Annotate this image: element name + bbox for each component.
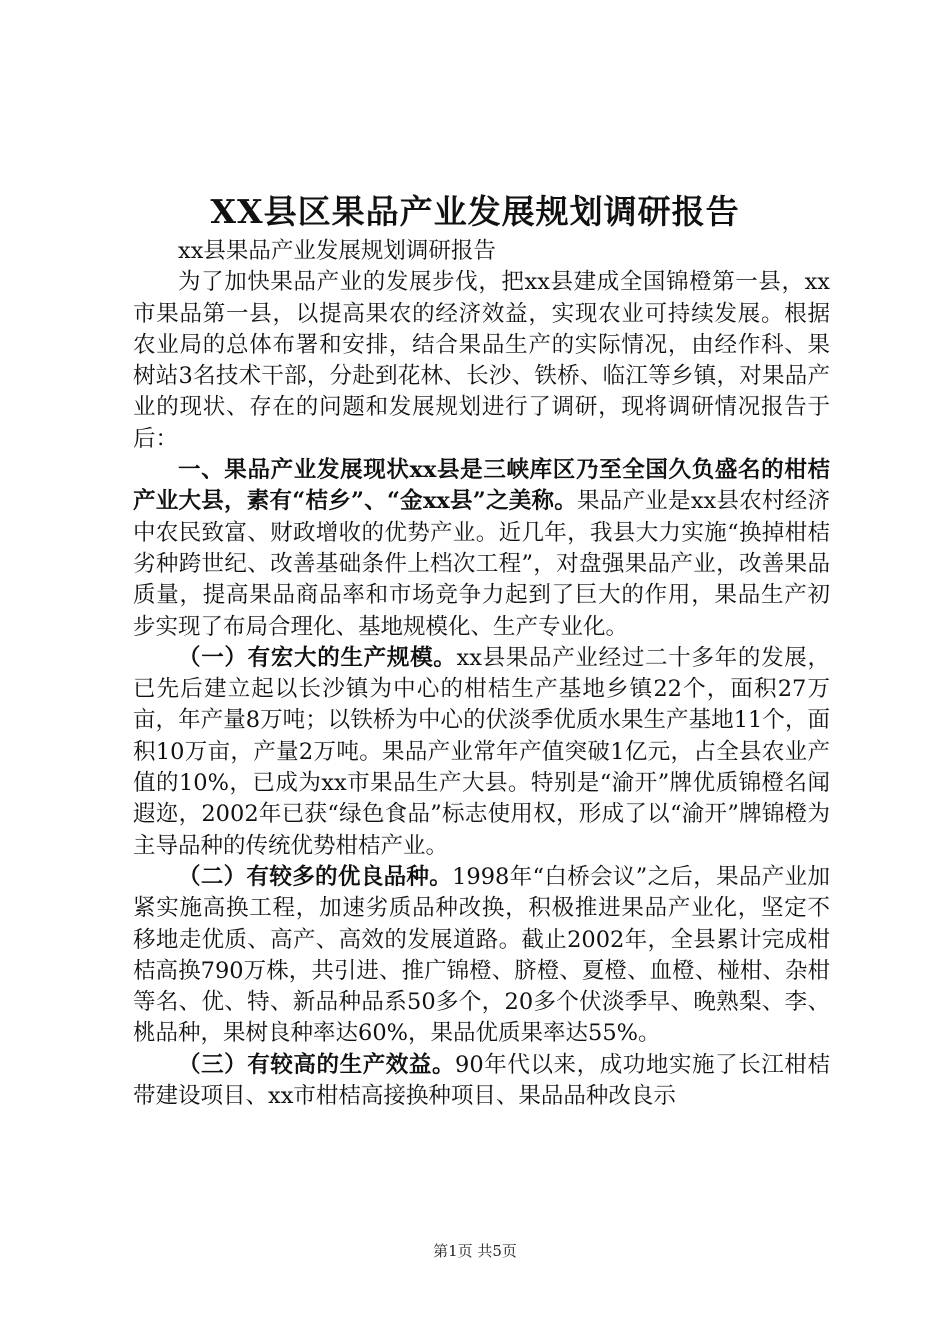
- document-title: XX县区果品产业发展规划调研报告: [210, 192, 740, 231]
- item1-heading: （一）有宏大的生产规模。: [178, 644, 457, 671]
- section1-body: 果品产业是xx县农村经济中农民致富、财政增收的优势产业。近几年，我县大力实施“换掉柑桔劣种跨世纪、改善基础条件上档次工程”，对盘强果品产业，改善果品质量，提高果品商品率和市场竞争力起到了巨大的作用，果品生产初步实现了布局合理化、基地规模化、生产专业化。: [133, 488, 830, 640]
- item1-paragraph: [133, 643, 830, 862]
- document-body: [133, 236, 830, 1112]
- item2-heading: （二）有较多的优良品种。: [178, 863, 453, 890]
- section1-heading: 一、果品产业发展现状xx县是三峡库区乃至全国久负盛名的柑桔产业大县，素有“桔乡”、“金xx县”之美称。: [133, 457, 830, 515]
- item3-paragraph: [133, 1050, 830, 1113]
- item3-body: 90年代以来，成功地实施了长江柑桔带建设项目、xx市柑桔高接换种项目、果品品种改良示: [133, 1051, 830, 1110]
- intro-paragraph: 为了加快果品产业的发展步伐，把xx县建成全国锦橙第一县，xx市果品第一县，以提高果农的经济效益，实现农业可持续发展。根据农业局的总体布署和安排，结合果品生产的实际情况，由经作科、果树站3名技术干部，分赴到花林、长沙、铁桥、临江等乡镇，对果品产业的现状、存在的问题和发展规划进行了调研，现将调研情况报告于后：: [133, 269, 830, 452]
- item1-body: xx县果品产业经过二十多年的发展，已先后建立起以长沙镇为中心的柑桔生产基地乡镇22个，面积27万亩，年产量8万吨；以铁桥为中心的伏淡季优质水果生产基地11个，面积10万亩，产量2万吨。果品产业常年产值突破1亿元，占全县农业产值的10%，已成为xx市果品生产大县。特别是“渝开”牌优质锦橙名闻遐迩，2002年已获“绿色食品”标志使用权，形成了以“渝开”牌锦橙为主导品种的传统优势柑桔产业。: [133, 644, 830, 859]
- item2-body: 1998年“白桥会议”之后，果品产业加紧实施高换工程，加速劣质品种改换，积极推进果品产业化，坚定不移地走优质、高产、高效的发展道路。截止2002年，全县累计完成柑桔高换790万株，共引进、推广锦橙、脐橙、夏橙、血橙、椪柑、杂柑等名、优、特、新品种品系50多个，20多个伏淡季早、晚熟梨、李、桃品种，果树良种率达60%，果品优质果率达55%。: [133, 863, 830, 1047]
- page-footer: 第1页 共5页: [433, 1242, 517, 1260]
- item3-heading: （三）有较高的生产效益。: [178, 1051, 456, 1078]
- subtitle-paragraph: xx县果品产业发展规划调研报告: [178, 238, 496, 264]
- item2-paragraph: [133, 862, 830, 1050]
- section1-paragraph: [133, 455, 830, 643]
